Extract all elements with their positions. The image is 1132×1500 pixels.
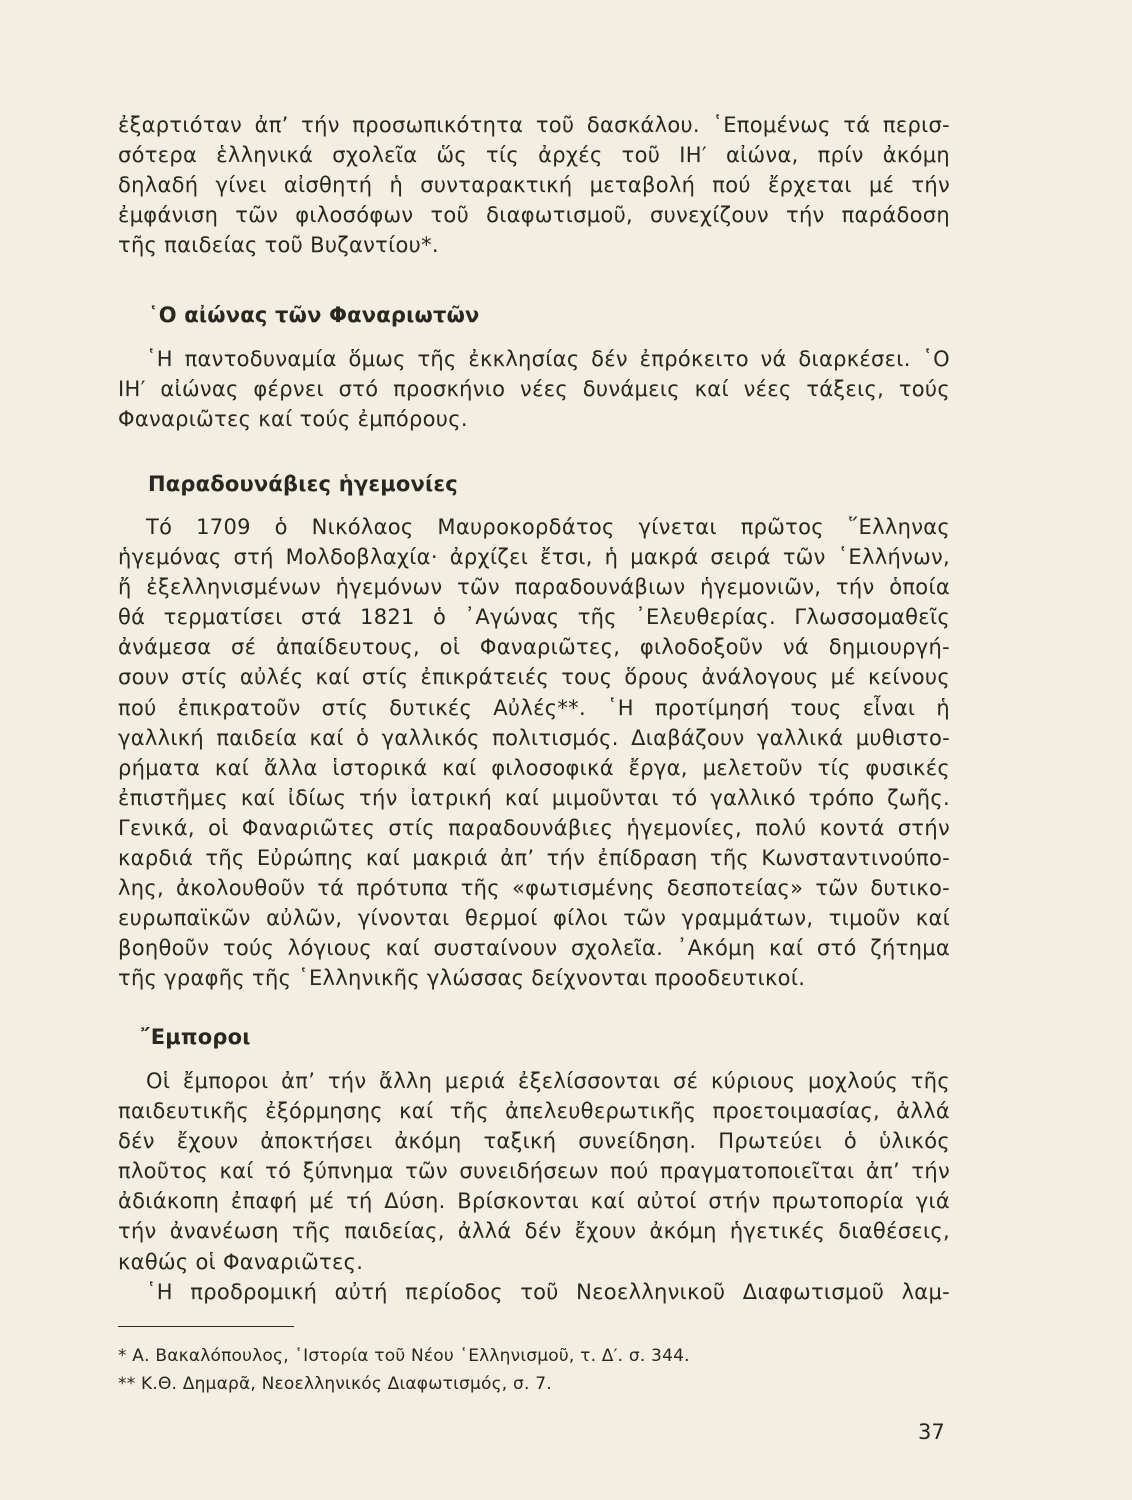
text-line: Οἱ ἔμποροι ἀπ’ τήν ἄλλη μεριά ἐξελίσσονται σέ κύριους μοχλούς τῆς [146,1069,950,1093]
text-line: Φαναριῶτες καί τούς ἐμπόρους. [118,407,468,432]
footnote-divider [118,1326,294,1327]
text-line: παιδευτικῆς ἐξόρμησης καί τῆς ἀπελευθερωτικῆς προετοιμασίας, ἀλλά [118,1099,950,1124]
paragraph-phanariots [118,344,950,434]
text-line: ἐξαρτιόταν ἀπ’ τήν προσωπικότητα τοῦ δασκάλου. ῾Επομένως τά περισ- [118,113,950,137]
paragraph-merchants [118,1066,950,1307]
paragraph-principalities [118,512,950,994]
text-line: ῾Η προδρομική αὐτή περίοδος τοῦ Νεοελληνικοῦ Διαφωτισμοῦ λαμ- [146,1279,950,1304]
text-line: καθώς οἱ Φαναριῶτες. [118,1249,364,1274]
text-line: δηλαδή γίνει αἰσθητή ἡ συνταρακτική μεταβολή πού ἔρχεται μέ τήν [118,173,950,198]
text-line: δέν ἔχουν ἀποκτήσει ἀκόμη ταξική συνείδηση. Πρωτεύει ὁ ὑλικός [118,1129,950,1154]
text-line: σουν στίς αὐλές καί στίς ἐπικράτειές τους ὅρους ἀνάλογους μέ κείνους [118,665,950,690]
text-line: ἀδιάκοπη ἐπαφή μέ τή Δύση. Βρίσκονται καί αὐτοί στήν πρωτοπορία γιά [118,1189,950,1214]
text-line: θά τερματίσει στά 1821 ὁ ᾿Αγώνας τῆς ᾿Ελευθερίας. Γλωσσομαθεῖς [118,605,950,630]
footnote-1: * Α. Βακαλόπουλος, ῾Ιστορία τοῦ Νέου ῾Ελληνισμοῦ, τ. Δ′. σ. 344. [118,1346,690,1366]
text-line: ῾Η παντοδυναμία ὅμως τῆς ἐκκλησίας δέν ἐπρόκειτο νά διαρκέσει. ῾Ο [146,347,950,371]
text-line: ἐμφάνιση τῶν φιλοσόφων τοῦ διαφωτισμοῦ, συνεχίζουν τήν παράδοση [118,203,950,228]
text-line: ΙΗ′ αἰώνας φέρνει στό προσκήνιο νέες δυνάμεις καί νέες τάξεις, τούς [118,377,950,402]
footnote-2: ** Κ.Θ. Δημαρᾶ, Νεοελληνικός Διαφωτισμός, σ. 7. [118,1374,552,1394]
section-heading-merchants: ῎Εμποροι [140,1025,251,1049]
section-heading-principalities: Παραδουνάβιες ἡγεμονίες [148,472,458,496]
text-line: γαλλική παιδεία καί ὁ γαλλικός πολιτισμός. Διαβάζουν γαλλικά μυθιστο- [118,725,950,750]
paragraph-intro [118,110,950,260]
text-line: λης, ἀκολουθοῦν τά πρότυπα τῆς «φωτισμένης δεσποτείας» τῶν δυτικο- [118,876,950,901]
section-heading-phanariots: ῾Ο αἰώνας τῶν Φαναριωτῶν [148,303,480,327]
text-line: τῆς παιδείας τοῦ Βυζαντίου*. [118,233,439,258]
text-line: ἀνάμεσα σέ ἀπαίδευτους, οἱ Φαναριῶτες, φιλοδοξοῦν νά δημιουργή- [118,635,950,660]
text-line: ἤ ἐξελληνισμένων ἡγεμόνων τῶν παραδουνάβιων ἡγεμονιῶν, τήν ὁποία [118,575,950,600]
page-number: 37 [918,1420,945,1444]
text-line: βοηθοῦν τούς λόγιους καί συσταίνουν σχολεῖα. ᾿Ακόμη καί στό ζήτημα [118,936,950,961]
text-line: Τό 1709 ὁ Νικόλαος Μαυροκορδάτος γίνεται πρῶτος ῞Ελληνας [146,515,950,539]
text-line: καρδιά τῆς Εὐρώπης καί μακριά ἀπ’ τήν ἐπίδραση τῆς Κωνσταντινούπο- [118,846,950,871]
text-line: ευρωπαϊκῶν αὐλῶν, γίνονται θερμοί φίλοι τῶν γραμμάτων, τιμοῦν καί [118,906,950,931]
text-line: πλοῦτος καί τό ξύπνημα τῶν συνειδήσεων πού πραγματοποιεῖται ἀπ’ τήν [118,1159,950,1184]
text-line: σότερα ἑλληνικά σχολεῖα ὥς τίς ἀρχές τοῦ ΙΗ′ αἰώνα, πρίν ἀκόμη [118,143,950,168]
text-line: Γενικά, οἱ Φαναριῶτες στίς παραδουνάβιες ἡγεμονίες, πολύ κοντά στήν [118,815,950,840]
text-line: ἡγεμόνας στή Μολδοβλαχία· ἀρχίζει ἔτσι, ἡ μακρά σειρά τῶν ῾Ελλήνων, [118,545,950,570]
text-line: ἐπιστῆμες καί ἰδίως τήν ἰατρική καί μιμοῦνται τό γαλλικό τρόπο ζωῆς. [118,785,950,810]
text-line: τήν ἀνανέωση τῆς παιδείας, ἀλλά δέν ἔχουν ἀκόμη ἡγετικές διαθέσεις, [118,1219,950,1244]
text-line: ρήματα καί ἄλλα ἱστορικά καί φιλοσοφικά ἔργα, μελετοῦν τίς φυσικές [118,755,950,780]
text-line: πού ἐπικρατοῦν στίς δυτικές Αὐλές**. ῾Η προτίμησή τους εἶναι ἡ [118,695,950,720]
text-line: τῆς γραφῆς τῆς ῾Ελληνικῆς γλώσσας δείχνονται προοδευτικοί. [118,966,806,991]
